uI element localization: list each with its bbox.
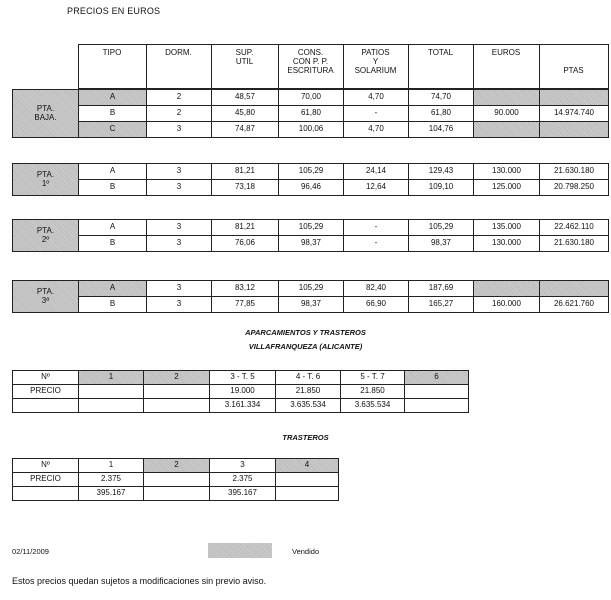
floor-label: PTA. 3ª	[13, 281, 79, 313]
date-label: 02/11/2009	[12, 547, 49, 556]
num-cell: 6	[405, 371, 469, 385]
ptas-cell: 3.635.534	[276, 399, 341, 413]
floor-label: PTA. 2º	[13, 220, 79, 252]
euros-cell: 130.000	[474, 164, 540, 180]
row-label-precio: PRECIO	[13, 473, 79, 487]
ptas-cell: 26.621.760	[540, 297, 609, 313]
patios-cell: 12,64	[344, 180, 409, 196]
row-label-blank	[13, 487, 79, 501]
euros-cell	[474, 281, 540, 297]
euros-cell	[474, 90, 540, 106]
table-row	[13, 473, 339, 487]
precio-cell	[276, 473, 339, 487]
tipo-cell: A	[79, 90, 147, 106]
cons-cell: 100,06	[279, 122, 344, 138]
table-row	[13, 220, 609, 236]
num-cell: 2	[144, 459, 210, 473]
cons-cell: 96,46	[279, 180, 344, 196]
ptas-cell	[405, 399, 469, 413]
ptas-cell	[276, 487, 339, 501]
cons-cell: 61,80	[279, 106, 344, 122]
cons-cell: 105,29	[279, 281, 344, 297]
table-row	[13, 90, 609, 106]
ptas-cell: 21.630.180	[540, 164, 609, 180]
euros-cell: 160.000	[474, 297, 540, 313]
total-cell: 61,80	[409, 106, 474, 122]
table-row	[13, 399, 469, 413]
header-tipo: TIPO	[78, 45, 146, 89]
sold-legend-swatch	[208, 543, 272, 558]
ptas-cell	[144, 399, 210, 413]
floor-block	[12, 89, 609, 138]
cons-cell: 98,37	[279, 236, 344, 252]
euros-cell: 90.000	[474, 106, 540, 122]
total-cell: 98,37	[409, 236, 474, 252]
ptas-cell: 22.462.110	[540, 220, 609, 236]
parking-heading-line1: APARCAMIENTOS Y TRASTEROS	[245, 328, 366, 337]
total-cell: 187,69	[409, 281, 474, 297]
total-cell: 104,76	[409, 122, 474, 138]
precio-cell	[144, 473, 210, 487]
parking-table	[12, 370, 469, 413]
num-cell: 4	[276, 459, 339, 473]
precio-cell: 21.850	[341, 385, 405, 399]
floor-label: PTA. 1º	[13, 164, 79, 196]
row-label-precio: PRECIO	[13, 385, 79, 399]
ptas-cell: 3.635.534	[341, 399, 405, 413]
precio-cell	[405, 385, 469, 399]
sup-cell: 81,21	[212, 220, 279, 236]
header-euros: EUROS	[473, 45, 539, 89]
euros-cell: 130.000	[474, 236, 540, 252]
num-cell: 4 - T. 6	[276, 371, 341, 385]
precio-cell: 21.850	[276, 385, 341, 399]
euros-cell: 135.000	[474, 220, 540, 236]
floor-block	[12, 280, 609, 313]
table-row	[13, 297, 609, 313]
num-cell: 3 - T. 5	[210, 371, 276, 385]
total-cell: 74,70	[409, 90, 474, 106]
table-row	[13, 487, 339, 501]
patios-cell: 66,90	[344, 297, 409, 313]
total-cell: 129,43	[409, 164, 474, 180]
table-row	[13, 236, 609, 252]
parking-heading-line2: VILLAFRANQUEZA (ALICANTE)	[248, 342, 363, 351]
tipo-cell: A	[79, 164, 147, 180]
ptas-cell	[540, 281, 609, 297]
num-cell: 1	[79, 459, 144, 473]
dorm-cell: 2	[147, 90, 212, 106]
precio-cell: 19.000	[210, 385, 276, 399]
ptas-cell: 395.167	[79, 487, 144, 501]
header-ptas: PTAS	[539, 45, 608, 89]
precio-cell	[144, 385, 210, 399]
total-cell: 165,27	[409, 297, 474, 313]
dorm-cell: 3	[147, 122, 212, 138]
tipo-cell: B	[79, 106, 147, 122]
table-row	[13, 385, 469, 399]
cons-cell: 105,29	[279, 164, 344, 180]
patios-cell: 4,70	[344, 122, 409, 138]
page-title: PRECIOS EN EUROS	[67, 6, 161, 16]
patios-cell: 24,14	[344, 164, 409, 180]
ptas-cell	[144, 487, 210, 501]
floor-label: PTA. BAJA.	[13, 90, 79, 138]
header-total: TOTAL	[408, 45, 473, 89]
ptas-cell	[540, 90, 609, 106]
tipo-cell: A	[79, 220, 147, 236]
num-cell: 5 - T. 7	[341, 371, 405, 385]
ptas-cell: 21.630.180	[540, 236, 609, 252]
tipo-cell: C	[79, 122, 147, 138]
header-blank	[12, 45, 78, 89]
euros-cell	[474, 122, 540, 138]
num-cell: 3	[210, 459, 276, 473]
row-label-num: Nº	[13, 371, 79, 385]
header-dorm: DORM.	[146, 45, 211, 89]
precio-cell	[79, 385, 144, 399]
ptas-cell	[540, 122, 609, 138]
table-row	[13, 459, 339, 473]
table-row	[13, 164, 609, 180]
patios-cell: -	[344, 220, 409, 236]
dorm-cell: 3	[147, 180, 212, 196]
ptas-cell: 14.974.740	[540, 106, 609, 122]
total-cell: 109,10	[409, 180, 474, 196]
header-sup-util: SUP. UTIL	[211, 45, 278, 89]
precio-cell: 2.375	[210, 473, 276, 487]
table-row	[13, 180, 609, 196]
sup-cell: 83,12	[212, 281, 279, 297]
header-patios: PATIOS Y SOLARIUM	[343, 45, 408, 89]
tipo-cell: B	[79, 236, 147, 252]
ptas-cell	[79, 399, 144, 413]
table-row	[13, 281, 609, 297]
sup-cell: 48,57	[212, 90, 279, 106]
ptas-cell: 20.798.250	[540, 180, 609, 196]
sup-cell: 74,87	[212, 122, 279, 138]
storage-table	[12, 458, 339, 501]
row-label-blank	[13, 399, 79, 413]
cons-cell: 70,00	[279, 90, 344, 106]
precio-cell: 2.375	[79, 473, 144, 487]
ptas-cell: 3.161.334	[210, 399, 276, 413]
row-label-num: Nº	[13, 459, 79, 473]
sup-cell: 73,18	[212, 180, 279, 196]
patios-cell: 82,40	[344, 281, 409, 297]
cons-cell: 105,29	[279, 220, 344, 236]
sup-cell: 76,06	[212, 236, 279, 252]
table-row	[13, 106, 609, 122]
storage-heading: TRASTEROS	[282, 433, 329, 442]
sup-cell: 45,80	[212, 106, 279, 122]
tipo-cell: B	[79, 297, 147, 313]
sup-cell: 77,85	[212, 297, 279, 313]
dorm-cell: 3	[147, 164, 212, 180]
dorm-cell: 3	[147, 297, 212, 313]
cons-cell: 98,37	[279, 297, 344, 313]
dorm-cell: 2	[147, 106, 212, 122]
ptas-cell: 395.167	[210, 487, 276, 501]
euros-cell: 125.000	[474, 180, 540, 196]
price-table-header	[12, 44, 609, 89]
patios-cell: -	[344, 106, 409, 122]
floor-block	[12, 219, 609, 252]
patios-cell: -	[344, 236, 409, 252]
num-cell: 2	[144, 371, 210, 385]
total-cell: 105,29	[409, 220, 474, 236]
sold-legend-label: Vendido	[292, 547, 320, 556]
table-row	[13, 371, 469, 385]
floor-block	[12, 163, 609, 196]
tipo-cell: A	[79, 281, 147, 297]
patios-cell: 4,70	[344, 90, 409, 106]
dorm-cell: 3	[147, 220, 212, 236]
disclaimer-footer: Estos precios quedan sujetos a modificaciones sin previo aviso.	[12, 576, 267, 586]
table-row	[13, 122, 609, 138]
dorm-cell: 3	[147, 236, 212, 252]
num-cell: 1	[79, 371, 144, 385]
tipo-cell: B	[79, 180, 147, 196]
sup-cell: 81,21	[212, 164, 279, 180]
dorm-cell: 3	[147, 281, 212, 297]
header-cons: CONS. CON P. P. ESCRITURA	[278, 45, 343, 89]
